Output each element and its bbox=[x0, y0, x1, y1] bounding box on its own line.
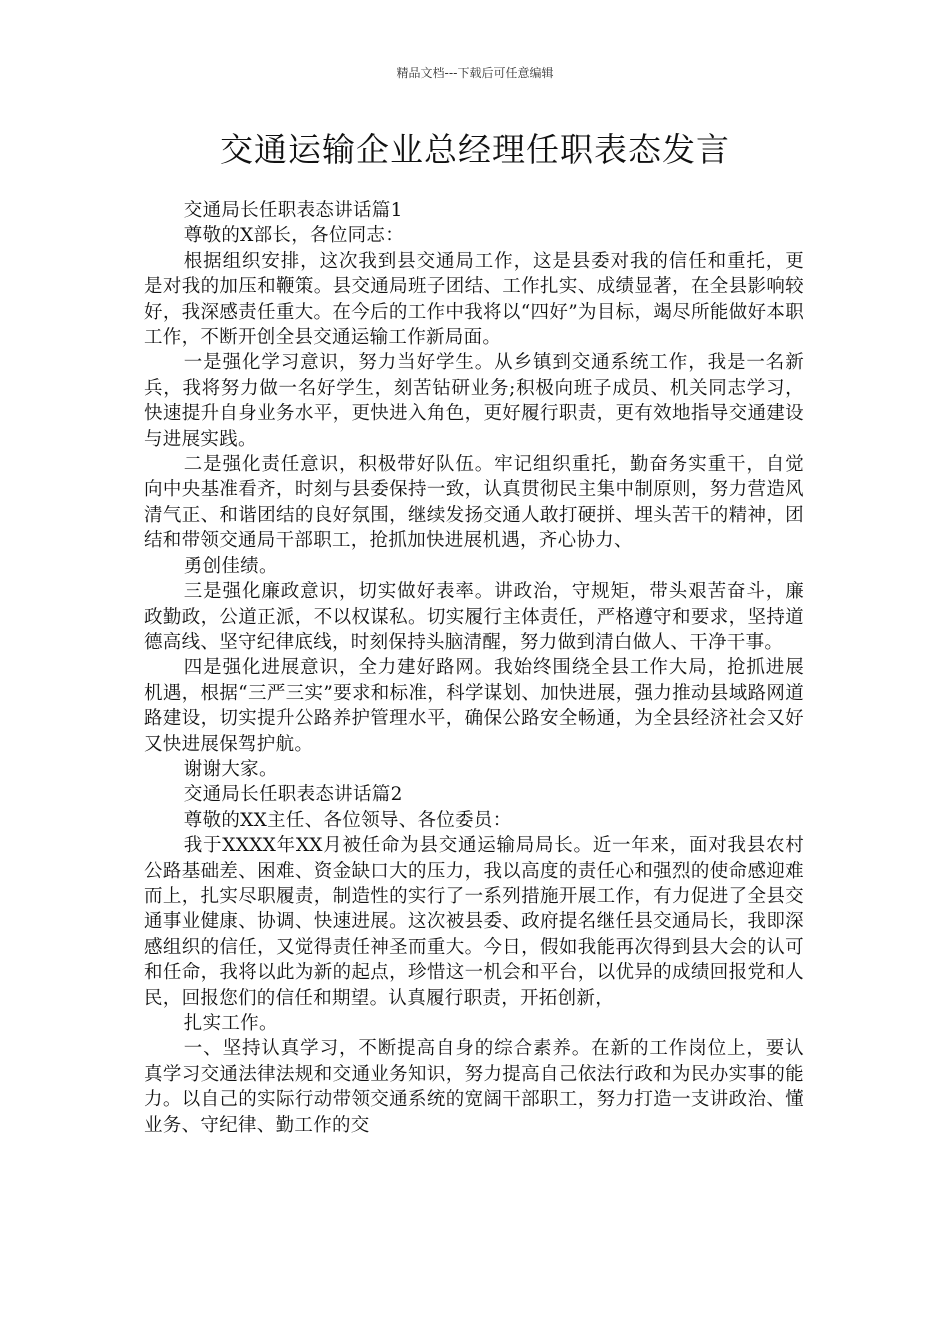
paragraph: 我于XXXX年XX月被任命为县交通运输局局长。近一年来，面对我县农村公路基础差、困难、资金缺口大的压力，我以高度的责任心和强烈的使命感迎难而上，扎实尽职履责，制造性的实行了一系列措施开展工作，有力促进了全县交通事业健康、协调、快速进展。这次被县委、政府提名继任县交通局长，我即深感组织的信任，又觉得责任神圣而重大。今日，假如我能再次得到县大会的认可和任命，我将以此为新的起点，珍惜这一机会和平台，以优异的成绩回报党和人民，回报您们的信任和期望。认真履行职责，开拓创新， bbox=[144, 835, 804, 1009]
paragraph: 谢谢大家。 bbox=[183, 758, 278, 780]
paragraph: 二是强化责任意识，积极带好队伍。牢记组织重托，勤奋务实重干，自觉向中央基准看齐，时刻与县委保持一致，认真贯彻民主集中制原则，努力营造风清气正、和谐团结的良好氛围，继续发扬交通人敢打硬拼、埋头苦干的精神，团结和带领交通局干部职工，抢抓加快进展机遇，齐心协力、 bbox=[144, 454, 804, 552]
page-header: 精品文档---下载后可任意编辑 bbox=[396, 66, 554, 80]
paragraph: 扎实工作。 bbox=[183, 1013, 278, 1034]
paragraph: 一是强化学习意识，努力当好学生。从乡镇到交通系统工作，我是一名新兵，我将努力做一名好学生，刻苦钻研业务;积极向班子成员、机关同志学习，快速提升自身业务水平，更快进入角色，更好履行职责，更有效地指导交通建设与进展实践。 bbox=[144, 352, 804, 450]
paragraph: 尊敬的XX主任、各位领导、各位委员： bbox=[183, 809, 512, 831]
paragraph: 三是强化廉政意识，切实做好表率。讲政治，守规矩，带头艰苦奋斗，廉政勤政，公道正派，不以权谋私。切实履行主体责任，严格遵守和要求，坚持道德高线、坚守纪律底线，时刻保持头脑清醒，努力做到清白做人、干净干事。 bbox=[144, 581, 804, 653]
document-title: 交通运输企业总经理任职表态发言 bbox=[220, 130, 730, 169]
paragraph: 一、坚持认真学习，不断提高自身的综合素养。在新的工作岗位上，要认真学习交通法律法规和交通业务知识，努力提高自己依法行政和为民办实事的能力。以自己的实际行动带领交通系统的宽阔干部职工，努力打造一支讲政治、懂业务、守纪律、勤工作的交 bbox=[144, 1038, 804, 1136]
paragraph: 勇创佳绩。 bbox=[183, 555, 278, 577]
paragraph: 交通局长任职表态讲话篇1 bbox=[183, 200, 403, 221]
paragraph: 尊敬的X部长，各位同志： bbox=[183, 225, 405, 247]
paragraph: 根据组织安排，这次我到县交通局工作，这是县委对我的信任和重托，更是对我的加压和鞭策。县交通局班子团结、工作扎实、成绩显著，在全县影响较好，我深感责任重大。在今后的工作中我将以“四好”为目标，竭尽所能做好本职工作，不断开创全县交通运输工作新局面。 bbox=[144, 250, 804, 349]
document-body bbox=[144, 198, 804, 1138]
paragraph: 交通局长任职表态讲话篇2 bbox=[183, 784, 403, 806]
paragraph: 四是强化进展意识，全力建好路网。我始终围绕全县工作大局，抢抓进展机遇，根据“三严三实”要求和标准，科学谋划、加快进展，强力推动县域路网道路建设，切实提升公路养护管理水平，确保公路安全畅通，为全县经济社会又好又快进展保驾护航。 bbox=[144, 657, 804, 755]
